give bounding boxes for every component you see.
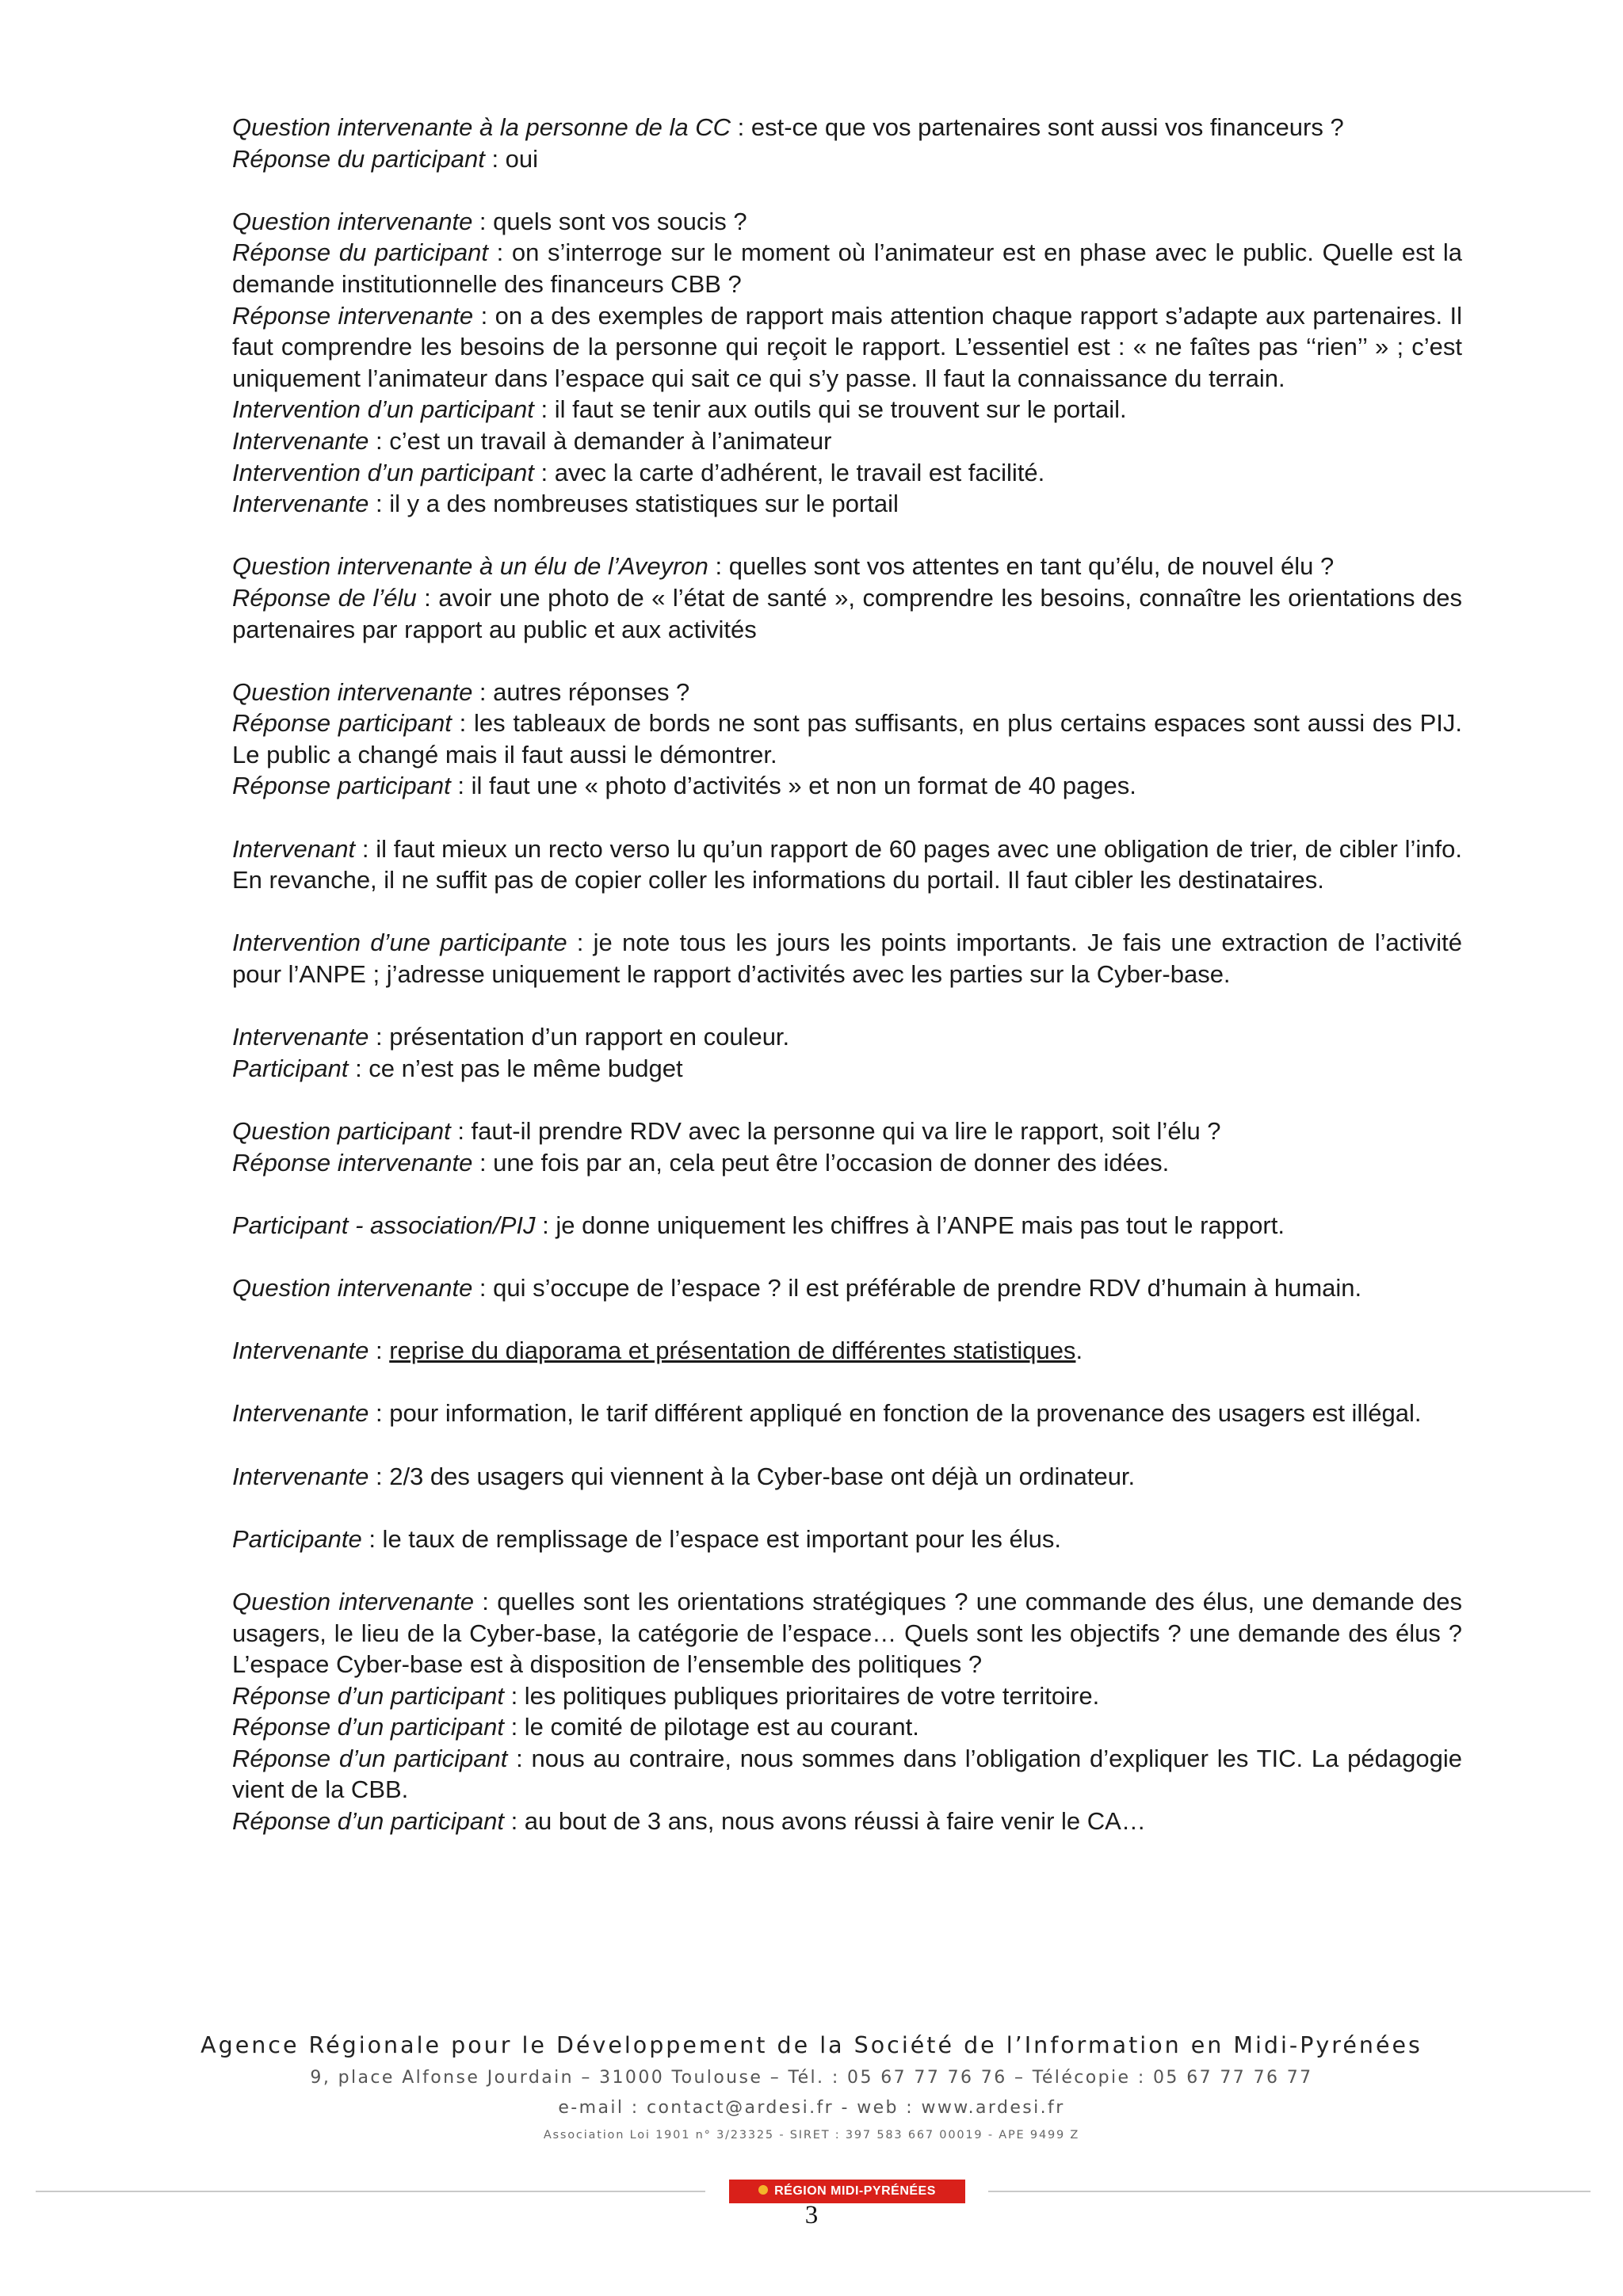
statement-text: : faut-il prendre RDV avec la personne qui va lire le rapport, soit l’élu ? [450, 1117, 1221, 1145]
speaker-label: Réponse d’un participant [232, 1681, 504, 1710]
divider-right [988, 2191, 1591, 2192]
paragraph-gap [232, 990, 1462, 1022]
speaker-label: Intervenant [232, 834, 356, 863]
statement-text: : ce n’est pas le même budget [348, 1054, 683, 1082]
statement-text: : présentation d’un rapport en couleur. [369, 1023, 790, 1051]
dialogue-line [232, 237, 1462, 299]
statement-text: : il y a des nombreuses statistiques sur le portail [369, 490, 899, 518]
statement-text: : autres réponses ? [472, 677, 690, 706]
speaker-label: Intervenante [232, 490, 369, 518]
statement-text: : avec la carte d’adhérent, le travail est facilité. [533, 458, 1045, 486]
speaker-label: Intervenante [232, 1337, 369, 1365]
letterhead-footer [0, 2028, 1623, 2147]
paragraph-gap [232, 1554, 1462, 1586]
dialogue-line [232, 300, 1462, 395]
speaker-label: Participante [232, 1524, 362, 1553]
paragraph-gap [232, 896, 1462, 928]
statement-text: : [369, 1337, 390, 1365]
dialogue-line [232, 1335, 1462, 1367]
dialogue-line [232, 1680, 1462, 1712]
dialogue-line [232, 425, 1462, 457]
statement-text: : il faut une « photo d’activités » et non un format de 40 pages. [450, 772, 1136, 800]
divider-left [36, 2191, 705, 2192]
speaker-label: Réponse participant [232, 709, 452, 738]
paragraph-gap [232, 1084, 1462, 1116]
organization-legal: Association Loi 1901 n° 3/23325 - SIRET : 397 583 667 00019 - APE 9499 Z [543, 2129, 1080, 2142]
dialogue-line [232, 1053, 1462, 1085]
statement-text: : nous au contraire, nous sommes dans l’obligation d’expliquer les TIC. La pédagogie vient de la CBB. [232, 1744, 1462, 1804]
statement-text: : pour information, le tarif différent appliqué en fonction de la provenance des usagers est illégal. [369, 1399, 1422, 1428]
statement-text: : quelles sont les orientations stratégiques ? une commande des élus, une demande des usagers, le lieu de la Cyber-base, la catégorie de l’espace… Quels sont les objectifs ? une demande des élus ? L’espace Cyber-base est à disposition de l’ensemble des politiques ? [232, 1587, 1463, 1679]
dialogue-line [232, 770, 1462, 802]
speaker-label: Réponse d’un participant [232, 1744, 508, 1772]
dialogue-line [232, 1021, 1462, 1053]
statement-text: : qui s’occupe de l’espace ? il est préférable de prendre RDV d’humain à humain. [472, 1273, 1362, 1302]
region-badge-label: RÉGION MIDI-PYRÉNÉES [774, 2184, 936, 2198]
statement-text: : les tableaux de bords ne sont pas suffisants, en plus certains espaces sont aussi des PIJ. Le public a changé mais il faut aussi le démontrer. [232, 709, 1463, 769]
organization-address: 9, place Alfonse Jourdain – 31000 Toulouse – Tél. : 05 67 77 76 76 – Télécopie : 05 67 77 76 77 [310, 2068, 1313, 2088]
paragraph-gap [232, 520, 1462, 551]
statement-text: : quelles sont vos attentes en tant qu’élu, de nouvel élu ? [708, 552, 1335, 581]
dialogue-line [232, 112, 1462, 143]
paragraph-gap [232, 802, 1462, 833]
speaker-label: Intervention d’un participant [232, 395, 534, 424]
dialogue-line [232, 1524, 1462, 1555]
speaker-label: Question intervenante à un élu de l’Aveyron [232, 552, 708, 581]
dialogue-line [232, 488, 1462, 520]
speaker-label: Réponse de l’élu [232, 583, 417, 612]
statement-text: : une fois par an, cela peut être l’occasion de donner des idées. [472, 1148, 1170, 1177]
dialogue-line [232, 927, 1462, 990]
speaker-label: Réponse d’un participant [232, 1713, 504, 1741]
underlined-text: reprise du diaporama et présentation de différentes statistiques [389, 1337, 1076, 1365]
speaker-label: Réponse intervenante [232, 1148, 473, 1177]
speaker-label: Question participant [232, 1117, 451, 1145]
dialogue-line [232, 457, 1462, 489]
statement-text: : avoir une photo de « l’état de santé », comprendre les besoins, connaître les orientations des partenaires par rapport au public et aux activités [232, 583, 1462, 643]
speaker-label: Réponse du participant [232, 144, 485, 173]
speaker-label: Réponse d’un participant [232, 1807, 504, 1836]
dialogue-line [232, 1210, 1462, 1241]
statement-text: : oui [484, 144, 539, 173]
statement-text: : il faut mieux un recto verso lu qu’un rapport de 60 pages avec une obligation de trier, de cibler l’info. En revanche, il ne suffit pas de copier coller les informations du portail. Il faut cibler les destinataires. [232, 834, 1462, 894]
paragraph-gap [232, 645, 1462, 677]
page-number: 3 [804, 2201, 819, 2229]
dialogue-line [232, 394, 1462, 425]
dialogue-line [232, 1711, 1462, 1743]
statement-text: : le taux de remplissage de l’espace est important pour les élus. [361, 1524, 1061, 1553]
dialogue-line [232, 1116, 1462, 1147]
speaker-label: Intervenante [232, 1462, 369, 1490]
speaker-label: Question intervenante à la personne de la CC [232, 113, 731, 141]
document-body [232, 112, 1462, 1837]
statement-text: : on a des exemples de rapport mais attention chaque rapport s’adapte aux partenaires. Il faut comprendre les besoins de la personne qui reçoit le rapport. L’essentiel est : « ne faîtes pas ‘‘rien’’ » ; c’est uniquement l’animateur dans l’espace qui sait ce qui s’y passe. Il faut la connaissance du terrain. [232, 301, 1462, 392]
dialogue-line [232, 1806, 1462, 1837]
speaker-label: Réponse du participant [232, 238, 488, 267]
speaker-label: Question intervenante [232, 677, 473, 706]
speaker-label: Intervenante [232, 1399, 369, 1428]
paragraph-gap [232, 174, 1462, 206]
paragraph-gap [232, 1304, 1462, 1336]
organization-contact: e-mail : contact@ardesi.fr - web : www.ardesi.fr [558, 2098, 1065, 2118]
statement-text: : je donne uniquement les chiffres à l’ANPE mais pas tout le rapport. [535, 1211, 1285, 1239]
statement-text: : c’est un travail à demander à l’animateur [369, 426, 832, 455]
dialogue-line [232, 1272, 1462, 1304]
dialogue-line [232, 833, 1462, 896]
speaker-label: Intervention d’un participant [232, 458, 534, 486]
statement-text: : 2/3 des usagers qui viennent à la Cyber-base ont déjà un ordinateur. [369, 1462, 1136, 1490]
dialogue-line [232, 582, 1462, 645]
speaker-label: Participant - association/PIJ [232, 1211, 536, 1239]
statement-text: : je note tous les jours les points importants. Je fais une extraction de l’activité pour l’ANPE ; j’adresse uniquement le rapport d’activités avec les parties sur la Cyber-base. [232, 929, 1462, 989]
dialogue-line [232, 551, 1462, 582]
speaker-label: Question intervenante [232, 207, 473, 235]
speaker-label: Réponse participant [232, 772, 451, 800]
speaker-label: Intervention d’une participante [232, 929, 567, 957]
dialogue-line [232, 677, 1462, 708]
statement-text: : est-ce que vos partenaires sont aussi vos financeurs ? [731, 113, 1344, 141]
dialogue-line [232, 1398, 1462, 1429]
speaker-label: Question intervenante [232, 1587, 474, 1615]
statement-text: : quels sont vos soucis ? [472, 207, 747, 235]
dialogue-line [232, 1586, 1462, 1680]
speaker-label: Participant [232, 1054, 349, 1082]
dialogue-line [232, 206, 1462, 238]
speaker-label: Question intervenante [232, 1273, 473, 1302]
sun-icon [758, 2185, 768, 2195]
speaker-label: Réponse intervenante [232, 301, 474, 330]
speaker-label: Intervenante [232, 1023, 369, 1051]
organization-name: Agence Régionale pour le Développement de la Société de l’Information en Midi-Pyrénées [200, 2032, 1423, 2058]
paragraph-gap [232, 1429, 1462, 1461]
paragraph-gap [232, 1492, 1462, 1524]
paragraph-gap [232, 1241, 1462, 1272]
statement-text: : le comité de pilotage est au courant. [503, 1713, 919, 1741]
dialogue-line [232, 1743, 1462, 1806]
statement-text: : les politiques publiques prioritaires de votre territoire. [503, 1681, 1100, 1710]
dialogue-line [232, 1461, 1462, 1493]
statement-text: : au bout de 3 ans, nous avons réussi à faire venir le CA… [503, 1807, 1146, 1836]
statement-text: : il faut se tenir aux outils qui se trouvent sur le portail. [533, 395, 1127, 424]
statement-text: : on s’interroge sur le moment où l’animateur est en phase avec le public. Quelle est la demande institutionnelle des financeurs CBB ? [232, 238, 1462, 298]
paragraph-gap [232, 1367, 1462, 1398]
dialogue-line [232, 707, 1462, 770]
dialogue-line [232, 143, 1462, 175]
dialogue-line [232, 1147, 1462, 1179]
trailing-text: . [1075, 1337, 1083, 1365]
speaker-label: Intervenante [232, 426, 369, 455]
paragraph-gap [232, 1178, 1462, 1210]
